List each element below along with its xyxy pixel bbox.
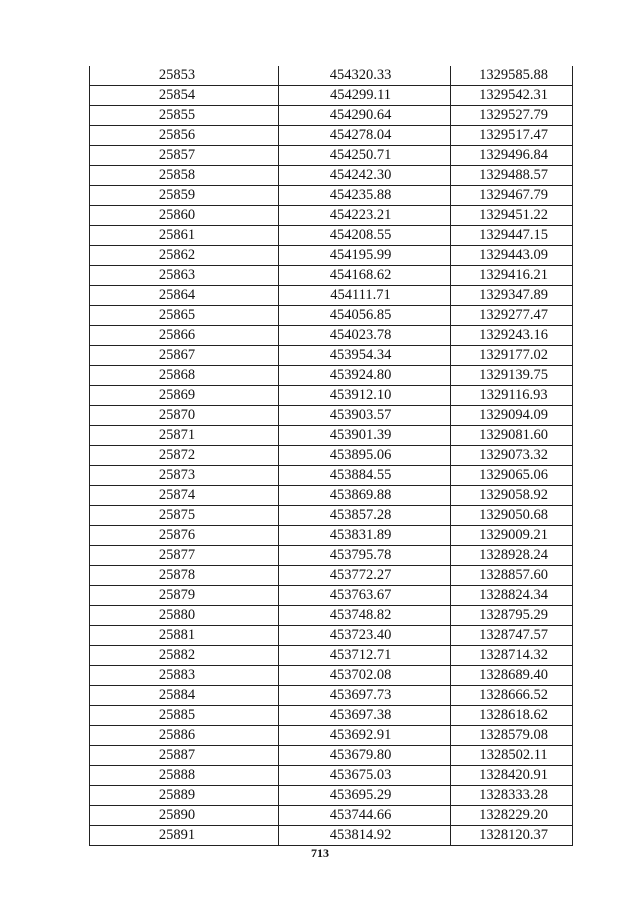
x-coordinate-cell: 454242.30 <box>279 166 451 186</box>
point-id-cell: 25884 <box>90 686 279 706</box>
point-id-cell: 25875 <box>90 506 279 526</box>
x-coordinate-cell: 453895.06 <box>279 446 451 466</box>
y-coordinate-cell: 1329243.16 <box>451 326 573 346</box>
table-row <box>90 806 573 826</box>
y-coordinate-cell: 1328928.24 <box>451 546 573 566</box>
y-coordinate-cell: 1328857.60 <box>451 566 573 586</box>
y-coordinate-cell: 1328618.62 <box>451 706 573 726</box>
table-row <box>90 686 573 706</box>
x-coordinate-cell: 453763.67 <box>279 586 451 606</box>
point-id-cell: 25862 <box>90 246 279 266</box>
point-id-cell: 25873 <box>90 466 279 486</box>
point-id-cell: 25854 <box>90 86 279 106</box>
point-id-cell: 25857 <box>90 146 279 166</box>
point-id-cell: 25856 <box>90 126 279 146</box>
table-row <box>90 66 573 86</box>
point-id-cell: 25864 <box>90 286 279 306</box>
point-id-cell: 25871 <box>90 426 279 446</box>
x-coordinate-cell: 454250.71 <box>279 146 451 166</box>
x-coordinate-cell: 453702.08 <box>279 666 451 686</box>
x-coordinate-cell: 454223.21 <box>279 206 451 226</box>
table-row <box>90 186 573 206</box>
y-coordinate-cell: 1328714.32 <box>451 646 573 666</box>
point-id-cell: 25886 <box>90 726 279 746</box>
point-id-cell: 25878 <box>90 566 279 586</box>
table-row <box>90 426 573 446</box>
x-coordinate-cell: 453814.92 <box>279 826 451 846</box>
x-coordinate-cell: 453884.55 <box>279 466 451 486</box>
point-id-cell: 25879 <box>90 586 279 606</box>
x-coordinate-cell: 454208.55 <box>279 226 451 246</box>
table-row <box>90 666 573 686</box>
y-coordinate-cell: 1328579.08 <box>451 726 573 746</box>
y-coordinate-cell: 1329073.32 <box>451 446 573 466</box>
table-row <box>90 766 573 786</box>
x-coordinate-cell: 453748.82 <box>279 606 451 626</box>
point-id-cell: 25859 <box>90 186 279 206</box>
table-row <box>90 446 573 466</box>
table-row <box>90 246 573 266</box>
y-coordinate-cell: 1328747.57 <box>451 626 573 646</box>
point-id-cell: 25891 <box>90 826 279 846</box>
y-coordinate-cell: 1329527.79 <box>451 106 573 126</box>
table-row <box>90 306 573 326</box>
table-row <box>90 86 573 106</box>
table-row <box>90 506 573 526</box>
table-row <box>90 386 573 406</box>
y-coordinate-cell: 1329139.75 <box>451 366 573 386</box>
x-coordinate-cell: 454056.85 <box>279 306 451 326</box>
table-row <box>90 626 573 646</box>
point-id-cell: 25863 <box>90 266 279 286</box>
y-coordinate-cell: 1329451.22 <box>451 206 573 226</box>
y-coordinate-cell: 1329488.57 <box>451 166 573 186</box>
y-coordinate-cell: 1329058.92 <box>451 486 573 506</box>
point-id-cell: 25877 <box>90 546 279 566</box>
table-row <box>90 746 573 766</box>
x-coordinate-cell: 454111.71 <box>279 286 451 306</box>
point-id-cell: 25881 <box>90 626 279 646</box>
table-row <box>90 786 573 806</box>
y-coordinate-cell: 1328824.34 <box>451 586 573 606</box>
point-id-cell: 25890 <box>90 806 279 826</box>
point-id-cell: 25870 <box>90 406 279 426</box>
table-row <box>90 226 573 246</box>
table-row <box>90 486 573 506</box>
x-coordinate-cell: 453697.38 <box>279 706 451 726</box>
y-coordinate-cell: 1329467.79 <box>451 186 573 206</box>
table-body <box>90 66 573 846</box>
table-row <box>90 126 573 146</box>
point-id-cell: 25887 <box>90 746 279 766</box>
y-coordinate-cell: 1328689.40 <box>451 666 573 686</box>
point-id-cell: 25888 <box>90 766 279 786</box>
point-id-cell: 25853 <box>90 66 279 86</box>
point-id-cell: 25866 <box>90 326 279 346</box>
x-coordinate-cell: 453744.66 <box>279 806 451 826</box>
x-coordinate-cell: 453723.40 <box>279 626 451 646</box>
y-coordinate-cell: 1328666.52 <box>451 686 573 706</box>
page-number: 713 <box>311 846 329 860</box>
x-coordinate-cell: 453697.73 <box>279 686 451 706</box>
table-row <box>90 206 573 226</box>
x-coordinate-cell: 454278.04 <box>279 126 451 146</box>
table-row <box>90 646 573 666</box>
point-id-cell: 25855 <box>90 106 279 126</box>
y-coordinate-cell: 1328120.37 <box>451 826 573 846</box>
point-id-cell: 25867 <box>90 346 279 366</box>
point-id-cell: 25861 <box>90 226 279 246</box>
table-row <box>90 586 573 606</box>
y-coordinate-cell: 1328502.11 <box>451 746 573 766</box>
table-row <box>90 406 573 426</box>
y-coordinate-cell: 1329585.88 <box>451 66 573 86</box>
x-coordinate-cell: 453869.88 <box>279 486 451 506</box>
x-coordinate-cell: 453772.27 <box>279 566 451 586</box>
coordinate-table <box>89 66 573 846</box>
coordinate-table-container <box>89 66 573 846</box>
x-coordinate-cell: 453831.89 <box>279 526 451 546</box>
table-row <box>90 166 573 186</box>
point-id-cell: 25883 <box>90 666 279 686</box>
table-row <box>90 266 573 286</box>
y-coordinate-cell: 1328420.91 <box>451 766 573 786</box>
y-coordinate-cell: 1328333.28 <box>451 786 573 806</box>
point-id-cell: 25882 <box>90 646 279 666</box>
x-coordinate-cell: 454299.11 <box>279 86 451 106</box>
table-row <box>90 566 573 586</box>
table-row <box>90 726 573 746</box>
y-coordinate-cell: 1329416.21 <box>451 266 573 286</box>
x-coordinate-cell: 453712.71 <box>279 646 451 666</box>
y-coordinate-cell: 1329517.47 <box>451 126 573 146</box>
point-id-cell: 25869 <box>90 386 279 406</box>
table-row <box>90 326 573 346</box>
table-row <box>90 346 573 366</box>
table-row <box>90 526 573 546</box>
table-row <box>90 106 573 126</box>
point-id-cell: 25865 <box>90 306 279 326</box>
point-id-cell: 25858 <box>90 166 279 186</box>
table-row <box>90 286 573 306</box>
x-coordinate-cell: 454195.99 <box>279 246 451 266</box>
y-coordinate-cell: 1329009.21 <box>451 526 573 546</box>
table-row <box>90 466 573 486</box>
table-row <box>90 546 573 566</box>
y-coordinate-cell: 1329347.89 <box>451 286 573 306</box>
y-coordinate-cell: 1329542.31 <box>451 86 573 106</box>
y-coordinate-cell: 1329277.47 <box>451 306 573 326</box>
y-coordinate-cell: 1328795.29 <box>451 606 573 626</box>
table-row <box>90 706 573 726</box>
table-row <box>90 606 573 626</box>
x-coordinate-cell: 453912.10 <box>279 386 451 406</box>
point-id-cell: 25889 <box>90 786 279 806</box>
table-row <box>90 366 573 386</box>
y-coordinate-cell: 1329177.02 <box>451 346 573 366</box>
y-coordinate-cell: 1329116.93 <box>451 386 573 406</box>
y-coordinate-cell: 1329081.60 <box>451 426 573 446</box>
x-coordinate-cell: 453675.03 <box>279 766 451 786</box>
y-coordinate-cell: 1329094.09 <box>451 406 573 426</box>
y-coordinate-cell: 1328229.20 <box>451 806 573 826</box>
point-id-cell: 25876 <box>90 526 279 546</box>
point-id-cell: 25874 <box>90 486 279 506</box>
x-coordinate-cell: 453795.78 <box>279 546 451 566</box>
x-coordinate-cell: 453695.29 <box>279 786 451 806</box>
table-row <box>90 826 573 846</box>
y-coordinate-cell: 1329065.06 <box>451 466 573 486</box>
point-id-cell: 25872 <box>90 446 279 466</box>
point-id-cell: 25868 <box>90 366 279 386</box>
x-coordinate-cell: 453903.57 <box>279 406 451 426</box>
y-coordinate-cell: 1329496.84 <box>451 146 573 166</box>
x-coordinate-cell: 454235.88 <box>279 186 451 206</box>
x-coordinate-cell: 454320.33 <box>279 66 451 86</box>
y-coordinate-cell: 1329443.09 <box>451 246 573 266</box>
x-coordinate-cell: 454290.64 <box>279 106 451 126</box>
x-coordinate-cell: 453692.91 <box>279 726 451 746</box>
point-id-cell: 25860 <box>90 206 279 226</box>
point-id-cell: 25880 <box>90 606 279 626</box>
table-row <box>90 146 573 166</box>
x-coordinate-cell: 453954.34 <box>279 346 451 366</box>
x-coordinate-cell: 453901.39 <box>279 426 451 446</box>
y-coordinate-cell: 1329050.68 <box>451 506 573 526</box>
x-coordinate-cell: 454023.78 <box>279 326 451 346</box>
x-coordinate-cell: 453857.28 <box>279 506 451 526</box>
point-id-cell: 25885 <box>90 706 279 726</box>
x-coordinate-cell: 454168.62 <box>279 266 451 286</box>
x-coordinate-cell: 453924.80 <box>279 366 451 386</box>
y-coordinate-cell: 1329447.15 <box>451 226 573 246</box>
x-coordinate-cell: 453679.80 <box>279 746 451 766</box>
